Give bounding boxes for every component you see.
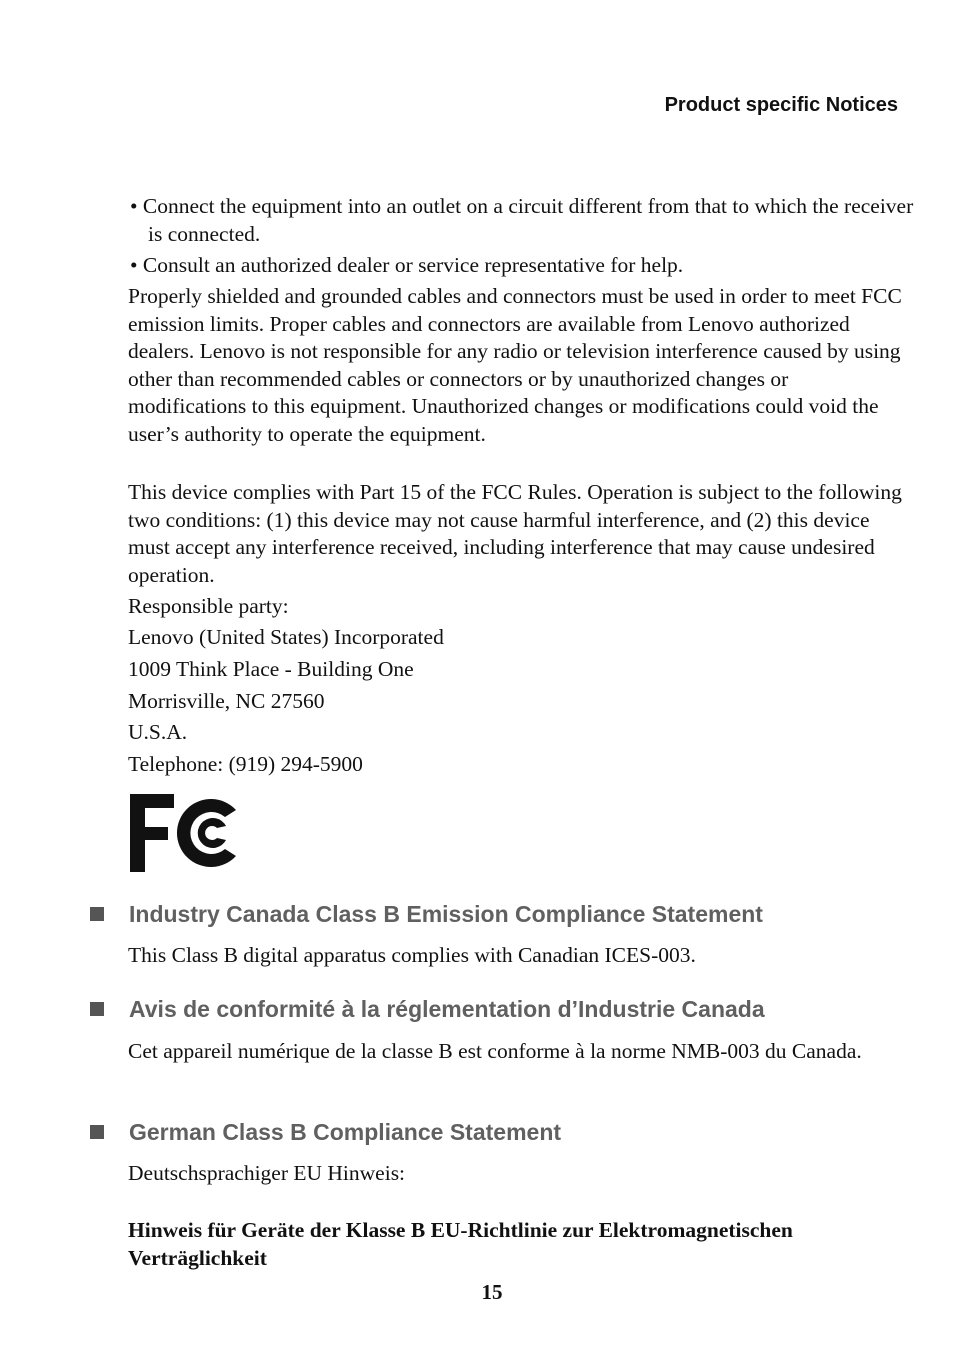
address-line: Morrisville, NC 27560 [128,689,325,713]
section-heading: Avis de conformité à la réglementation d’Industrie Canada [90,996,765,1023]
bullet-item: • Connect the equipment into an outlet on a circuit different from that to which the receiver is connected. [130,194,914,246]
address-line: Lenovo (United States) Incorporated [128,625,444,649]
bullet-item: • Consult an authorized dealer or service representative for help. [130,253,684,277]
paragraph: This device complies with Part 15 of the FCC Rules. Operation is subject to the following two conditions: (1) this device may not cause harmful interference, and (2) this device must accept any interference received, including interference that may cause undesired operation. [128,480,902,587]
address-line: Responsible party: [128,594,289,618]
paragraph: Properly shielded and grounded cables and connectors must be used in order to meet FCC emission limits. Proper cables and connectors are available from Lenovo authorized dealers. Lenovo is not responsible for any radio or television interference caused by using other than recommended cables or connectors or by unauthorized changes or modifications to this equipment. Unauthorized changes or modifications could void the user’s authority to operate the equipment. [128,284,902,446]
square-bullet-icon [90,907,104,921]
address-line: U.S.A. [128,720,188,744]
address-line: 1009 Think Place - Building One [128,657,414,681]
page-header: Product specific Notices [664,94,898,116]
page-number: 15 [481,1280,503,1304]
fcc-logo [130,794,240,872]
bold-heading-text: Hinweis für Geräte der Klasse B EU-Richtlinie zur Elektromagnetischen Verträglichkeit [128,1218,793,1270]
section-heading: German Class B Compliance Statement [90,1119,561,1146]
section-text: Cet appareil numérique de la classe B est conforme à la norme NMB-003 du Canada. [128,1039,862,1063]
section-text: Deutschsprachiger EU Hinweis: [128,1161,406,1185]
section-text: This Class B digital apparatus complies with Canadian ICES-003. [128,943,696,967]
section-heading: Industry Canada Class B Emission Compliance Statement [90,901,763,928]
address-line: Telephone: (919) 294-5900 [128,752,363,776]
square-bullet-icon [90,1002,104,1016]
square-bullet-icon [90,1125,104,1139]
